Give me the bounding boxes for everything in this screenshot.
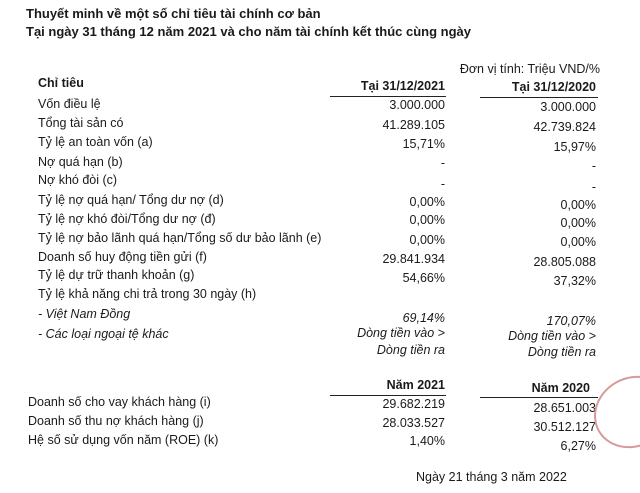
- row-label: Tỷ lệ khả năng chi trả trong 30 ngày (h): [38, 287, 257, 301]
- section2-row-value-2021: 1,40%: [409, 434, 445, 448]
- section2-row-value-2021: 29.682.219: [382, 397, 445, 411]
- section2-header-2021: Năm 2021: [386, 378, 445, 392]
- row-value-2020: 0,00%: [560, 198, 596, 212]
- row-value-2020: -: [591, 180, 596, 194]
- row-label: - Các loại ngoại tệ khác: [38, 327, 169, 341]
- row-value-2021-line2: Dòng tiền ra: [376, 343, 445, 357]
- row-value-2021: -: [440, 177, 445, 191]
- row-value-2020: 37,32%: [553, 274, 596, 288]
- section2-row-value-2020: 6,27%: [560, 439, 596, 453]
- row-value-2020: Dòng tiền vào >: [508, 329, 596, 343]
- row-label: Tỷ lệ nợ bảo lãnh quá hạn/Tổng số dư bảo lãnh (e): [38, 231, 322, 245]
- header-rule-2021: [330, 96, 446, 97]
- row-value-2020: 42.739.824: [533, 120, 596, 134]
- row-value-2021: 15,71%: [402, 137, 445, 151]
- row-value-2021: 3.000.000: [389, 98, 445, 112]
- row-label: Tỷ lệ nợ quá hạn/ Tổng dư nợ (d): [38, 193, 224, 207]
- row-value-2021: 54,66%: [402, 271, 445, 285]
- row-value-2021: 29.841.934: [382, 252, 445, 266]
- section2-header-2020: Năm 2020: [531, 381, 590, 395]
- row-value-2021: 0,00%: [409, 233, 445, 247]
- row-value-2021: 0,00%: [409, 213, 445, 227]
- column-header-indicator: Chỉ tiêu: [38, 76, 84, 90]
- unit-label: Đơn vị tính: Triệu VND/%: [459, 62, 600, 76]
- row-label: - Việt Nam Đồng: [38, 307, 131, 321]
- section2-row-label: Hệ số sử dụng vốn năm (ROE) (k): [28, 433, 219, 447]
- row-label: Doanh số huy động tiền gửi (f): [38, 250, 207, 264]
- section2-row-value-2021: 28.033.527: [382, 416, 445, 430]
- signature-date: Ngày 21 tháng 3 năm 2022: [416, 470, 567, 484]
- row-label: Tỷ lệ dự trữ thanh khoản (g): [38, 268, 195, 282]
- row-value-2021: 69,14%: [402, 311, 445, 325]
- row-label: Tỷ lệ nợ khó đòi/Tổng dư nợ (đ): [38, 212, 216, 226]
- row-value-2021: Dòng tiền vào >: [357, 326, 445, 340]
- header-rule-2020: [480, 97, 598, 98]
- row-label: Tỷ lệ an toàn vốn (a): [38, 135, 153, 149]
- row-label: Tổng tài sản có: [38, 116, 124, 130]
- row-value-2021: -: [440, 156, 445, 170]
- document-title: Thuyết minh về một số chỉ tiêu tài chính cơ bản: [26, 6, 321, 21]
- section2-row-value-2020: 30.512.127: [533, 420, 596, 434]
- column-header-2021: Tại 31/12/2021: [360, 79, 445, 93]
- section2-row-label: Doanh số cho vay khách hàng (i): [28, 395, 211, 409]
- section2-rule-2021: [330, 395, 446, 396]
- row-label: Vốn điều lệ: [38, 97, 101, 111]
- row-value-2020: 0,00%: [560, 235, 596, 249]
- row-value-2020-line2: Dòng tiền ra: [527, 345, 596, 359]
- column-header-2020: Tại 31/12/2020: [511, 80, 596, 94]
- row-value-2020: -: [591, 159, 596, 173]
- row-label: Nợ quá hạn (b): [38, 155, 123, 169]
- row-value-2020: 0,00%: [560, 216, 596, 230]
- section2-row-value-2020: 28.651.003: [533, 401, 596, 415]
- section2-row-label: Doanh số thu nợ khách hàng (j): [28, 414, 204, 428]
- row-value-2020: 3.000.000: [540, 100, 596, 114]
- section2-rule-2020: [480, 397, 598, 398]
- row-value-2020: 15,97%: [553, 140, 596, 154]
- row-value-2020: 170,07%: [546, 314, 596, 328]
- row-value-2020: 28.805.088: [533, 255, 596, 269]
- row-value-2021: 41.289.105: [382, 118, 445, 132]
- row-value-2021: 0,00%: [409, 195, 445, 209]
- row-label: Nợ khó đòi (c): [38, 173, 118, 187]
- document-subtitle: Tại ngày 31 tháng 12 năm 2021 và cho năm tài chính kết thúc cùng ngày: [26, 24, 472, 39]
